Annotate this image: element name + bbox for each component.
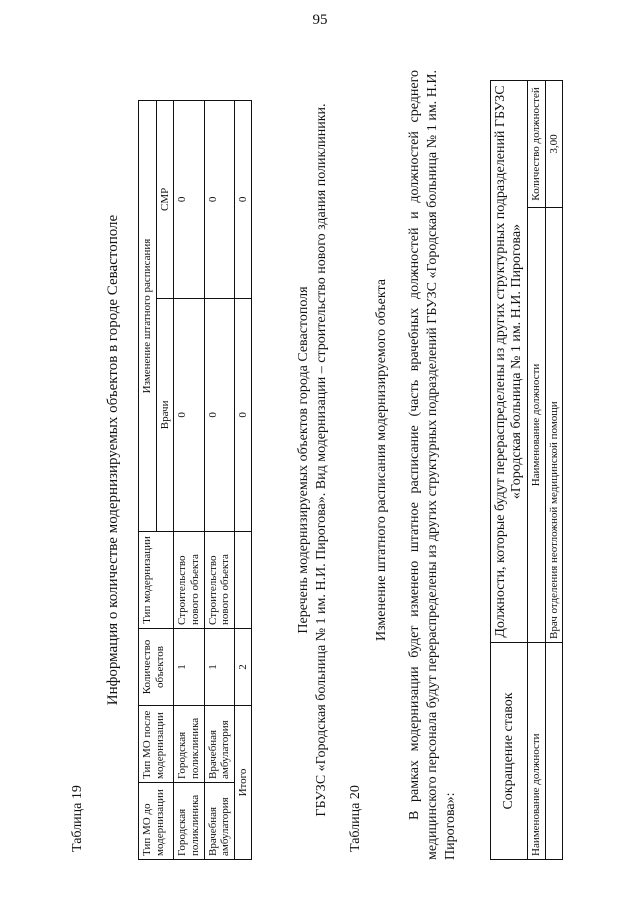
table20 xyxy=(490,80,563,860)
th-name-right: Наименование должности xyxy=(528,208,546,643)
cell-smr: 0 xyxy=(174,101,204,299)
total-smr: 0 xyxy=(234,101,252,299)
th-staff-change: Изменение штатного расписания xyxy=(139,101,157,532)
th-mod-type: Тип модернизации xyxy=(139,532,174,629)
table20-title: Изменение штатного расписания модернизируемого объекта xyxy=(374,278,389,642)
table-row xyxy=(174,101,204,860)
list-title: Перечень модернизируемых объектов города Севастополя xyxy=(296,286,311,634)
th-cut: Сокращение ставок xyxy=(491,643,528,860)
cell-mod: Строительство нового объекта xyxy=(204,532,234,629)
total-doctors: 0 xyxy=(234,298,252,531)
cell-before: Городская поликлиника xyxy=(174,783,204,860)
list-text: ГБУЗС «Городская больница № 1 им. Н.И. Пирогова». Вид модернизации – строительство нового здания поликлиники. xyxy=(314,103,329,817)
table19-label: Таблица 19 xyxy=(70,785,85,852)
total-count: 2 xyxy=(234,629,252,706)
cell-count: 1 xyxy=(204,629,234,706)
th-count: Количество объектов xyxy=(139,629,174,706)
table19-title: Информация о количестве модернизируемых объектов в городе Севастополе xyxy=(105,214,121,706)
cell-after: Городская поликлиника xyxy=(174,706,204,783)
paragraph: В рамках модернизации будет изменено штатное расписание (часть врачебных должностей и должностей среднего медицинского персонала будут перераспределены из других структурных подразделений ГБУЗС «Городская больница № 1 им. Н.И. Пирогова»: xyxy=(407,70,459,860)
table-row xyxy=(204,101,234,860)
cell-position: Врач отделения неотложной медицинской помощи xyxy=(545,208,563,643)
th-type-before: Тип МО до модернизации xyxy=(139,783,174,860)
table19 xyxy=(138,100,252,860)
cell-mod: Строительство нового объекта xyxy=(174,532,204,629)
th-count: Количество должностей xyxy=(528,81,546,208)
cell-doctors: 0 xyxy=(174,298,204,531)
page-number: 95 xyxy=(312,12,328,28)
th-smr: СМР xyxy=(156,101,174,299)
th-name-left: Наименование должности xyxy=(528,643,546,860)
cell-smr: 0 xyxy=(204,101,234,299)
rotated-content xyxy=(70,60,610,860)
total-label: Итого xyxy=(234,706,252,860)
table20-label: Таблица 20 xyxy=(348,785,363,852)
th-doctors: Врачи xyxy=(156,298,174,531)
cell-doctors: 0 xyxy=(204,298,234,531)
table-total-row xyxy=(234,101,252,860)
cell-before: Врачебная амбулатория xyxy=(204,783,234,860)
table-row xyxy=(545,81,563,860)
th-type-after: Тип МО после модернизации xyxy=(139,706,174,783)
cell-after: Врачебная амбулатория xyxy=(204,706,234,783)
cell-count: 3,00 xyxy=(545,81,563,208)
th-moved: Должности, которые будут перераспределены из других структурных подразделений ГБУЗС «Городская больница № 1 им. Н.И. Пирогова» xyxy=(491,81,528,643)
cell-count: 1 xyxy=(174,629,204,706)
